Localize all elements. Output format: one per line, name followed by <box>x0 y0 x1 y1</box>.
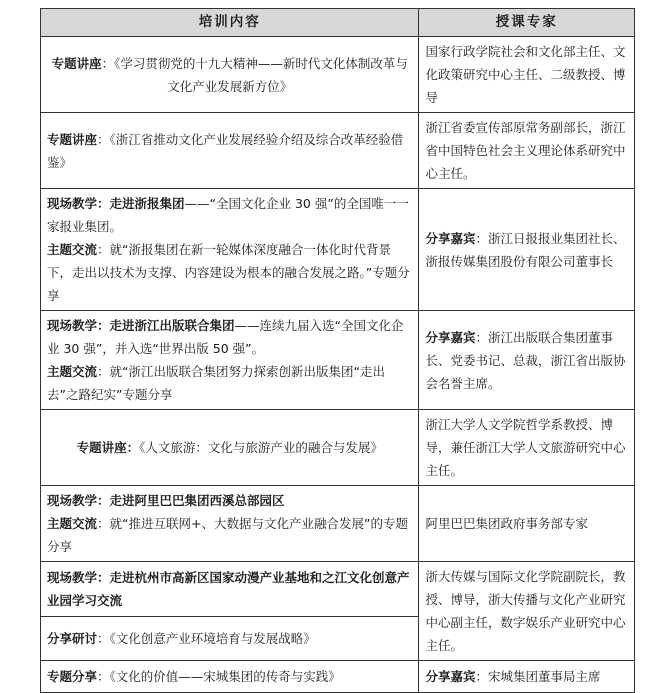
table-header-row <box>41 9 635 37</box>
content-label: 专题讲座： <box>76 440 140 455</box>
content-line <box>47 314 412 360</box>
content-line <box>47 360 412 406</box>
header-training-content: 培训内容 <box>41 9 419 37</box>
expert-text: 浙江大学人文学院哲学系教授、博导，兼任浙江大学人文旅游研究中心主任。 <box>425 417 626 478</box>
expert-text: ：宋城集团董事局主席 <box>475 669 601 684</box>
content-line <box>47 512 412 558</box>
content-text: ：就“浙报集团在新一轮媒体深度融合一体化时代背景下，走出以技术为支撑、内容建设为根本的融合发展之路。”专题分享 <box>47 242 410 303</box>
content-text: ：就“推进互联网+、大数据与文化产业融合发展”的专题分享 <box>47 516 408 554</box>
content-cell <box>41 311 419 410</box>
expert-text: 阿里巴巴集团政府事务部专家 <box>425 516 588 531</box>
content-label: 现场教学：走进浙江出版联合集团 <box>47 318 235 333</box>
expert-text: ：浙江出版联合集团董事长、党委书记、总裁，浙江省出版协会名誉主席。 <box>425 329 626 391</box>
content-cell <box>41 661 419 693</box>
expert-text: 浙大传媒与国际文化学院副院长，教授、博导，浙大传播与文化产业研究中心副主任，数字娱乐产业研究中心主任。 <box>425 569 626 653</box>
content-text: ——连续九届入选“全国文化企业 30 强”，并入选“世界出版 50 强”。 <box>47 318 404 356</box>
content-cell <box>41 189 419 311</box>
content-text: ：就“浙江出版联合集团努力探索创新出版集团“走出去”之路纪实”专题分享 <box>47 364 385 402</box>
content-label: 主题交流 <box>47 516 98 531</box>
content-label: 现场教学：走进杭州市高新区国家动漫产业基地和之江文化创意产业园学习交流 <box>47 570 410 609</box>
table-row <box>41 661 635 693</box>
expert-cell <box>419 661 635 693</box>
expert-cell <box>419 410 635 486</box>
table-row <box>41 189 635 311</box>
content-cell <box>41 617 419 661</box>
table-row <box>41 311 635 410</box>
expert-cell <box>419 37 635 113</box>
content-text: ：《学习贯彻党的十九大精神——新时代文化体制改革与文化产业发展新方位》 <box>101 55 408 94</box>
expert-cell <box>419 486 635 562</box>
content-text: ——“全国文化企业 30 强”的全国唯一一家报业集团。 <box>47 196 409 234</box>
content-cell <box>41 562 419 617</box>
content-label: 专题分享 <box>47 669 98 684</box>
content-text: ：《浙江省推动文化产业发展经验介绍及综合改革经验借鉴》 <box>47 131 404 170</box>
expert-label: 分享嘉宾 <box>425 230 476 246</box>
content-label: 主题交流 <box>47 364 98 379</box>
expert-text: 浙江省委宣传部原常务副部长，浙江省中国特色社会主义理论体系研究中心主任。 <box>425 120 626 181</box>
expert-label: 分享嘉宾 <box>425 669 476 684</box>
content-line <box>47 238 412 307</box>
table-row <box>41 486 635 562</box>
content-label: 分享研讨 <box>47 631 98 647</box>
table-row <box>41 562 635 617</box>
content-line <box>47 192 412 238</box>
content-label: 现场教学：走进阿里巴巴集团西溪总部园区 <box>47 493 285 508</box>
content-cell <box>41 113 419 189</box>
expert-cell <box>419 189 635 311</box>
content-line <box>47 489 412 512</box>
content-cell <box>41 37 419 113</box>
table-row <box>41 410 635 486</box>
content-label: 专题讲座 <box>47 131 98 147</box>
table-row <box>41 113 635 189</box>
content-label: 主题交流 <box>47 242 98 257</box>
header-lecturers: 授课专家 <box>419 9 635 37</box>
expert-cell <box>419 113 635 189</box>
content-text: ：《文化的价值——宋城集团的传奇与实践》 <box>97 669 341 684</box>
expert-text: ：浙江日报报业集团社长、浙报传媒集团股份有限公司董事长 <box>425 230 626 269</box>
table-row <box>41 37 635 113</box>
content-text: 《人文旅游：文化与旅游产业的融合与发展》 <box>139 440 383 455</box>
expert-cell <box>419 562 635 661</box>
expert-text: 国家行政学院社会和文化部主任、文化政策研究中心主任、二级教授、博导 <box>425 44 626 105</box>
expert-cell <box>419 311 635 410</box>
content-cell <box>41 410 419 486</box>
content-label: 现场教学：走进浙报集团 <box>47 196 185 211</box>
content-text: ：《文化创意产业环境培育与发展战略》 <box>97 631 316 647</box>
content-cell <box>41 486 419 562</box>
content-label: 专题讲座 <box>51 55 102 71</box>
training-schedule-table <box>40 8 635 693</box>
expert-label: 分享嘉宾 <box>425 329 476 345</box>
